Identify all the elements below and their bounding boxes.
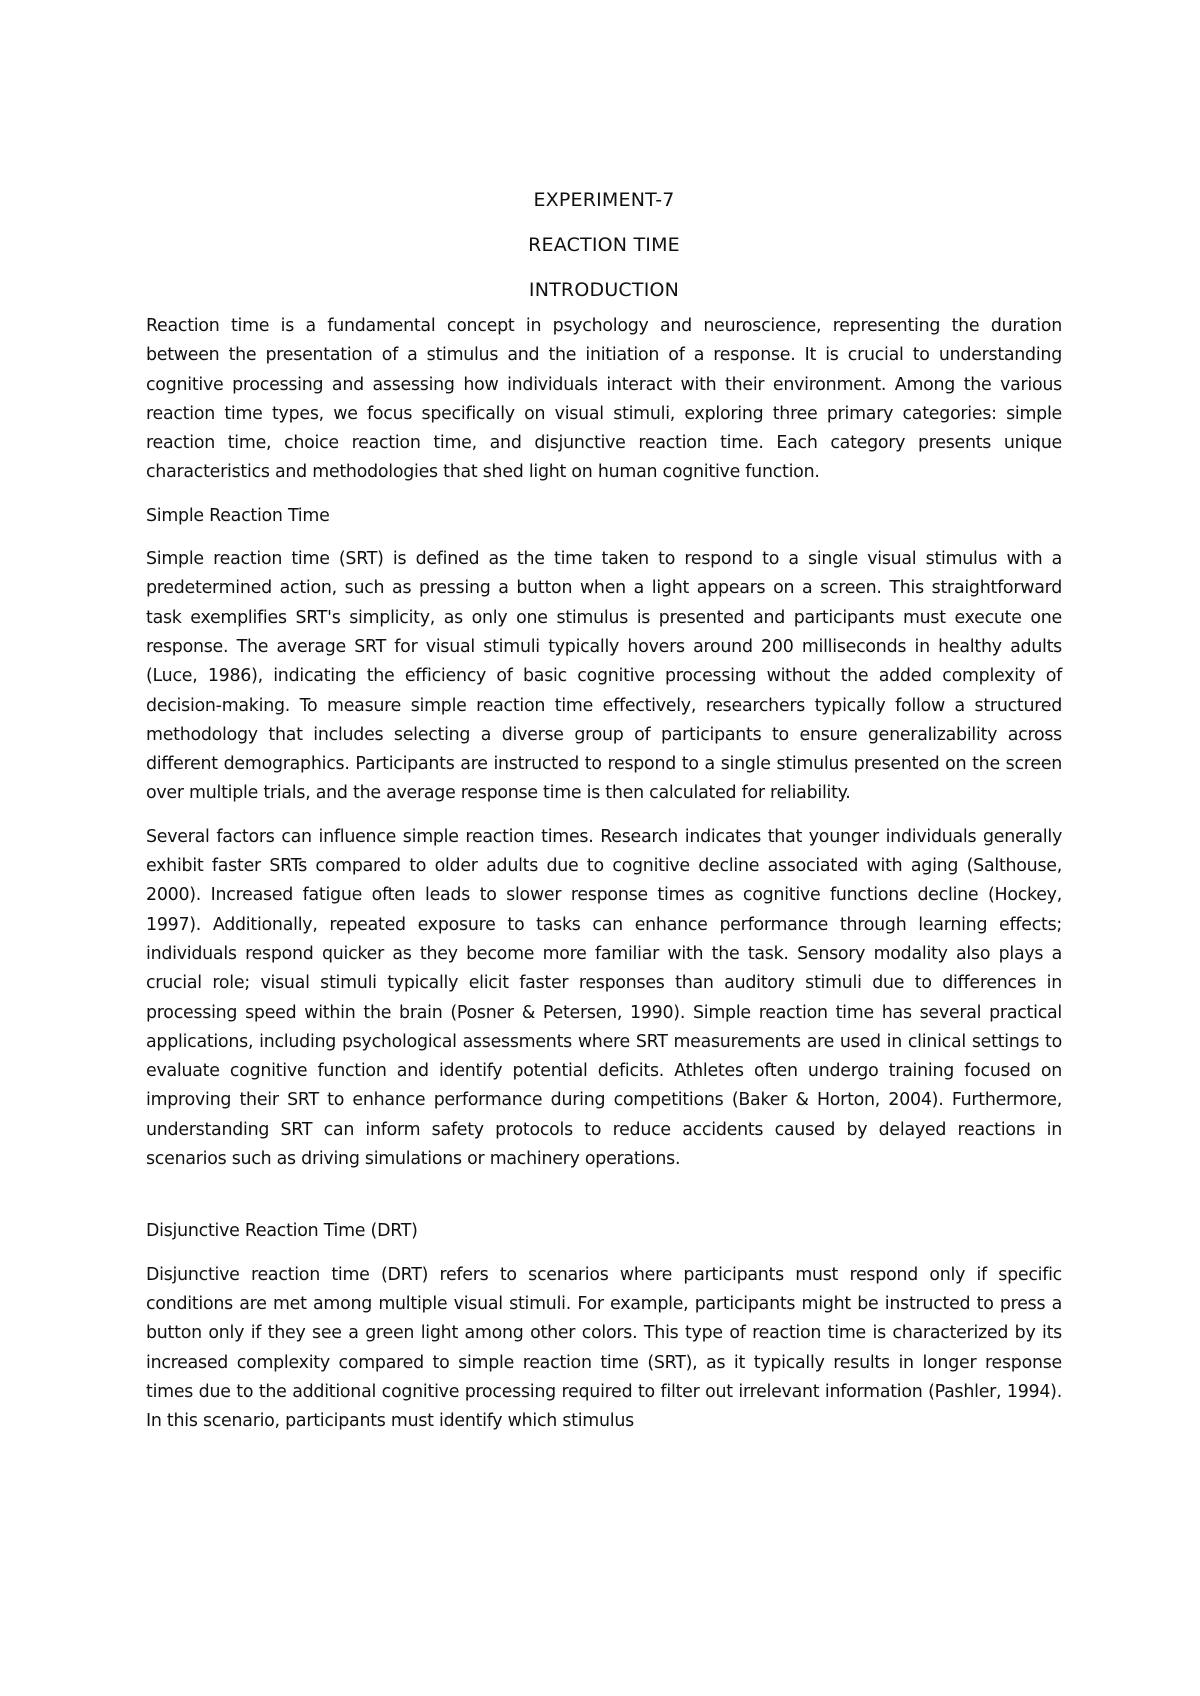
drt-paragraph-definition: Disjunctive reaction time (DRT) refers to scenarios where participants must respond only if specific conditions are met among multiple visual stimuli. For example, participants might be instructed to press a button only if they see a green light among other colors. This type of reaction time is characterized by its increased complexity compared to simple reaction time (SRT), as it typically results in longer response times due to the additional cognitive processing required to filter out irrelevant information (Pashler, 1994). In this scenario, participants must identify which stimulus: [146, 1264, 1062, 1432]
document-title-heading: REACTION TIME: [528, 234, 680, 256]
intro-paragraph: Reaction time is a fundamental concept in psychology and neuroscience, representing the duration between the presentation of a stimulus and the initiation of a response. It is crucial to understanding cognitive processing and assessing how individuals interact with their environment. Among the various reaction time types, we focus specifically on visual stimuli, exploring three primary categories: simple reaction time, choice reaction time, and disjunctive reaction time. Each category presents unique characteristics and methodologies that shed light on human cognitive function.: [146, 316, 1062, 483]
section-title-disjunctive-reaction-time: Disjunctive Reaction Time (DRT): [146, 1221, 418, 1242]
experiment-number-heading: EXPERIMENT-7: [533, 189, 675, 211]
section-title-simple-reaction-time: Simple Reaction Time: [146, 505, 330, 526]
document-content: [146, 188, 1062, 1450]
section-gap: [146, 1188, 1062, 1217]
srt-paragraph-factors: Several factors can influence simple reaction times. Research indicates that younger individuals generally exhibit faster SRTs compared to older adults due to cognitive decline associated with aging (Salthouse, 2000). Increased fatigue often leads to slower response times as cognitive functions decline (Hockey, 1997). Additionally, repeated exposure to tasks can enhance performance through learning effects; individuals respond quicker as they become more familiar with the task. Sensory modality also plays a crucial role; visual stimuli typically elicit faster responses than auditory stimuli due to differences in processing speed within the brain (Posner & Petersen, 1990). Simple reaction time has several practical applications, including psychological assessments where SRT measurements are used in clinical settings to evaluate cognitive function and identify potential deficits. Athletes often undergo training focused on improving their SRT to enhance performance during competitions (Baker & Horton, 2004). Furthermore, understanding SRT can inform safety protocols to reduce accidents caused by delayed reactions in scenarios such as driving simulations or machinery operations.: [146, 826, 1062, 1170]
srt-paragraph-definition: Simple reaction time (SRT) is defined as the time taken to respond to a single visual stimulus with a predetermined action, such as pressing a button when a light appears on a screen. This straightforward task exemplifies SRT's simplicity, as only one stimulus is presented and participants must execute one response. The average SRT for visual stimuli typically hovers around 200 milliseconds in healthy adults (Luce, 1986), indicating the efficiency of basic cognitive processing without the added complexity of decision-making. To measure simple reaction time effectively, researchers typically follow a structured methodology that includes selecting a diverse group of participants to ensure generalizability across different demographics. Participants are instructed to respond to a single stimulus presented on the screen over multiple trials, and the average response time is then calculated for reliability.: [146, 549, 1062, 804]
introduction-heading: INTRODUCTION: [528, 279, 680, 301]
